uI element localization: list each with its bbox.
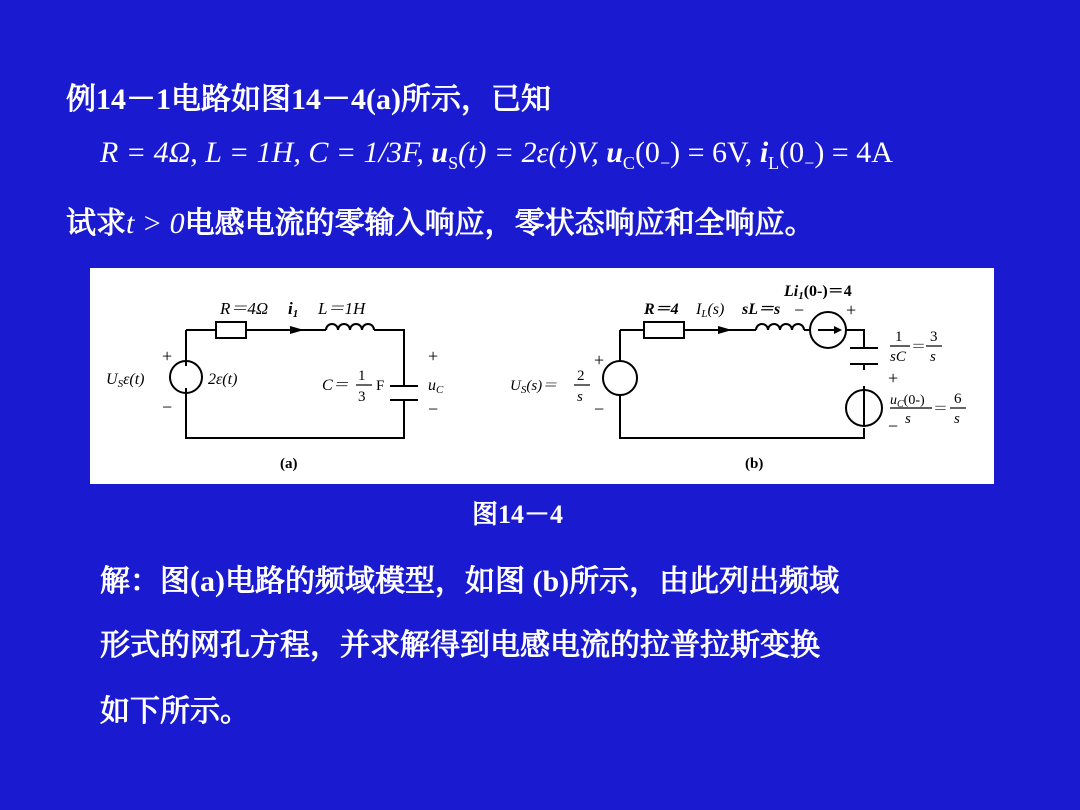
given-il: $i_L(0_-) = 4A$ [759, 136, 893, 173]
example-number: 14－1 [96, 83, 171, 116]
figure-caption-number: 14－4 [498, 500, 564, 529]
given-uc: $u_C(0_-) = 6V$, [606, 136, 753, 173]
given-R: R = 4Ω, [100, 136, 198, 169]
given-values [100, 136, 893, 174]
label-a-i: i1 [288, 299, 299, 320]
label-b-Li: Li1(0-)＝4 [784, 283, 852, 302]
label-b-cap-eq: ＝ [911, 339, 927, 355]
circuit-b-wires [620, 330, 864, 438]
label-b-us-plus: + [594, 350, 605, 370]
label-b-cap-rnum: 3 [930, 329, 938, 345]
solution-line-2: 形式的网孔方程，并求解得到电感电流的拉普拉斯变换 [100, 628, 820, 663]
task-text: 电感电流的零输入响应，零状态响应和全响应。 [184, 206, 815, 241]
label-a-C-den: 3 [358, 389, 366, 405]
label-b-cap-den: sC [890, 349, 906, 365]
caption-b: (b) [745, 456, 764, 472]
label-a-us: USε(t) [106, 371, 145, 390]
circuit-a-inductor [326, 324, 374, 330]
given-us: $u_S(t) = 2\varepsilon(t)V$, [431, 136, 599, 173]
label-b-cap-rden: s [930, 349, 936, 365]
intro-text-b: 所示，已知 [400, 82, 551, 117]
label-a-C-num: 1 [358, 368, 366, 384]
label-b-uc-den: s [905, 411, 911, 427]
problem-task [66, 198, 815, 242]
circuit-b-current-arrow [718, 326, 732, 334]
circuit-b-resistor [644, 322, 684, 338]
problem-intro [66, 74, 551, 118]
label-b-Us-num: 2 [577, 368, 585, 384]
circuit-b-source [603, 361, 637, 395]
label-a-uc: uC [428, 377, 444, 396]
solution-text-a: 解：图 [100, 564, 190, 599]
given-C: C = 1/3F, [308, 136, 424, 169]
intro-prefix: 例 [66, 82, 96, 117]
label-b-Us-den: s [577, 389, 583, 405]
circuit-b-inductor [756, 324, 804, 330]
label-b-uc-num: $u_C(0-)$ [890, 393, 925, 410]
figure-caption-prefix: 图 [472, 500, 499, 530]
label-a-plus: + [162, 346, 173, 366]
intro-text-a: 电路如图 [171, 82, 291, 117]
task-prefix: 试求 [66, 206, 126, 241]
label-b-I: IL(s) [696, 301, 725, 320]
label-b-cap-num: 1 [895, 329, 903, 345]
label-b-Us: $U_S(s)=$ [510, 378, 558, 396]
circuit-a-resistor [216, 322, 246, 338]
circuit-diagrams [90, 268, 994, 484]
solution-ref-b: (b) [524, 565, 570, 598]
solution-line-3: 如下所示。 [100, 694, 250, 729]
label-b-uc-plus: + [888, 368, 899, 388]
task-condition: t > 0 [126, 207, 185, 240]
label-b-us-minus: − [594, 399, 605, 419]
solution-ref-a: (a) [190, 565, 225, 598]
solution-line-1 [100, 556, 839, 600]
figure-reference: 14－4(a) [291, 83, 401, 116]
circuit-b-source-arrow [834, 326, 842, 334]
solution-text-b: 电路的频域模型，如图 [224, 564, 525, 599]
label-a-C: C＝ [322, 377, 349, 394]
caption-a: (a) [280, 456, 298, 472]
label-b-src-plus: + [846, 300, 857, 320]
label-a-source-inner: 2ε(t) [208, 371, 238, 388]
label-a-C-unit: F [376, 378, 385, 394]
label-a-minus: − [162, 397, 173, 417]
label-b-uc-minus: − [888, 416, 899, 436]
label-a-uc-plus: + [428, 346, 439, 366]
label-a-R: R＝4Ω [220, 299, 269, 318]
label-b-uc-rnum: 6 [954, 391, 962, 407]
label-a-L: L＝1H [318, 299, 366, 318]
label-b-uc-rden: s [954, 411, 960, 427]
label-b-uc-eq: ＝ [933, 401, 949, 417]
label-b-R: R＝4 [644, 301, 679, 318]
given-L: L = 1H, [205, 136, 301, 169]
label-b-src-minus: − [794, 300, 805, 320]
circuit-figure [90, 268, 994, 484]
figure-caption [472, 494, 563, 531]
solution-text-c: 所示，由此列出频域 [569, 564, 840, 599]
label-b-sL: sL＝s [742, 301, 781, 318]
circuit-a-current-arrow [290, 326, 304, 334]
label-a-uc-minus: − [428, 399, 439, 419]
